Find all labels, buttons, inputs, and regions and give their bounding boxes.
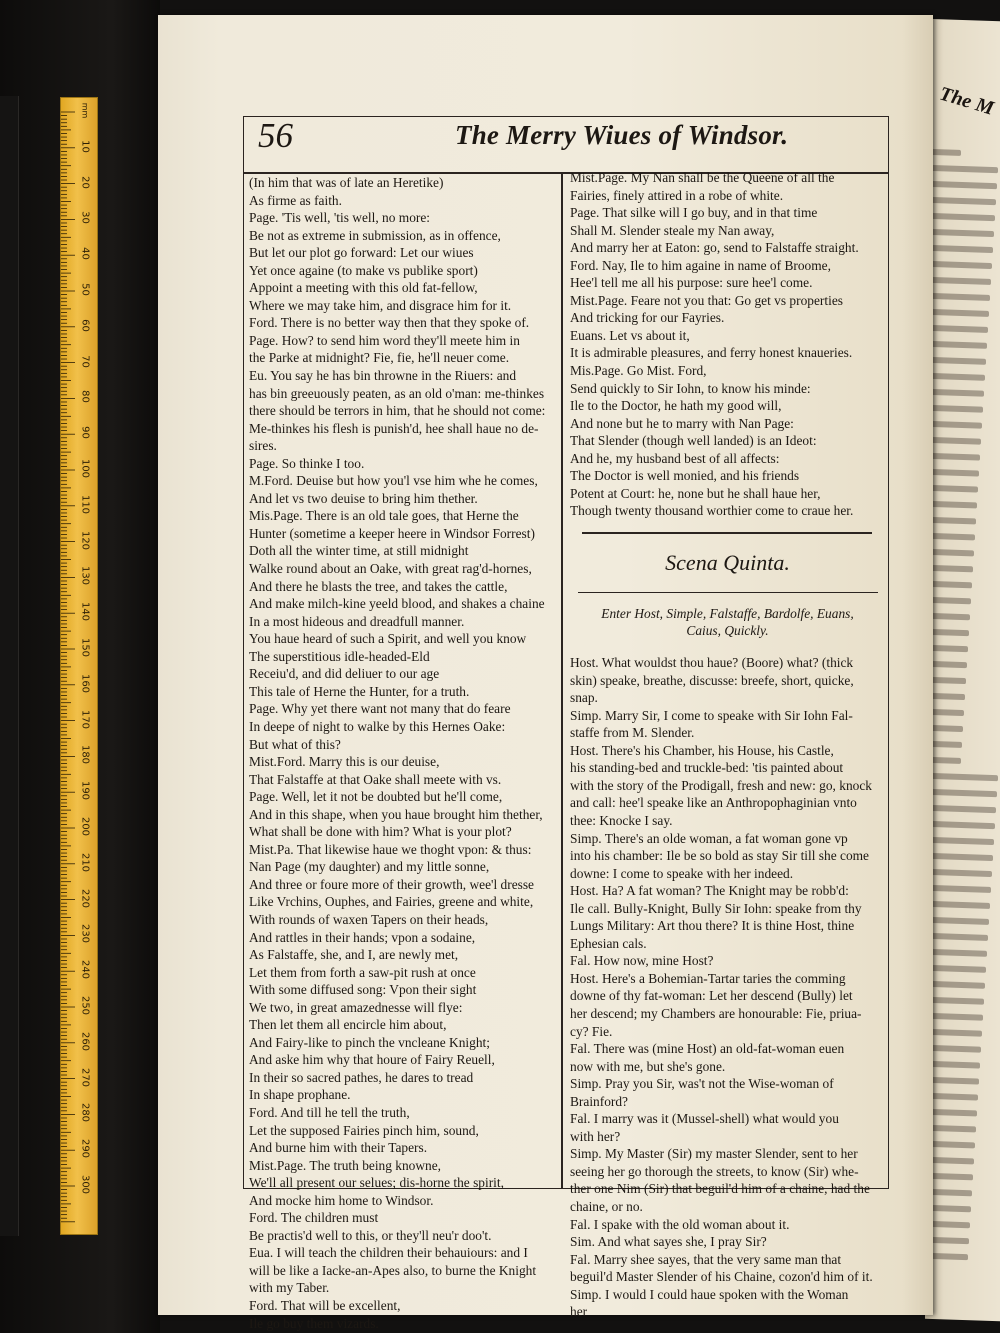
text-line: staffe from M. Slender. <box>570 725 695 741</box>
ruler-number: 20 <box>79 175 91 189</box>
text-line: Ford. Nay, Ile to him againe in name of Broome, <box>570 257 831 273</box>
text-line: And three or foure more of their growth, wee'l dresse <box>249 876 535 892</box>
bleed-through-line <box>931 293 990 301</box>
text-line: Lungs Military: Art thou there? It is thine Host, thine <box>570 918 855 934</box>
text-line: Page. So thinke I too. <box>249 455 365 471</box>
text-line: Send quickly to Sir Iohn, to know his minde: <box>570 380 811 396</box>
text-line: will be like a Iacke-an-Apes also, to burne the Knight <box>249 1262 537 1278</box>
ruler-number: 300 <box>79 1174 91 1195</box>
text-line: And there he blasts the tree, and takes the cattle, <box>249 578 508 594</box>
ruler-number: 100 <box>79 458 91 479</box>
text-line: Receiu'd, and did deliuer to our age <box>249 666 440 682</box>
bleed-through-line <box>931 741 962 748</box>
text-line: Mis.Page. Go Mist. Ford, <box>570 363 707 379</box>
bleed-through-line <box>931 645 968 652</box>
text-line: And rattles in their hands; vpon a sodaine, <box>249 929 476 945</box>
text-line: chaine, or no. <box>570 1198 643 1214</box>
text-line: with the story of the Prodigall, fresh and new: go, knock <box>570 777 872 793</box>
right-column-lower-text <box>570 654 885 1321</box>
ruler-number: 110 <box>79 494 91 514</box>
stage-direction <box>570 605 885 640</box>
ruler-number: 200 <box>79 816 91 837</box>
bleed-through-line <box>931 229 994 237</box>
text-line: Ile call. Bully-Knight, Bully Sir Iohn: speake from thy <box>570 900 862 916</box>
text-line: And aske him why that houre of Fairy Reuell, <box>249 1052 495 1068</box>
right-text-column <box>570 169 885 1321</box>
ruler-unit-label: mm <box>80 102 90 119</box>
bleed-through-line <box>931 517 976 525</box>
text-line: Simp. Pray you Sir, was't not the Wise-woman of <box>570 1076 834 1092</box>
bleed-through-line <box>931 1173 973 1180</box>
bleed-through-line <box>931 725 963 732</box>
text-line: In their so sacred pathes, he dares to tread <box>249 1069 474 1085</box>
text-line: And none but he to marry with Nan Page: <box>570 415 794 431</box>
bleed-through-line <box>931 1205 971 1212</box>
ruler-number: 30 <box>79 211 91 225</box>
ruler-number: 130 <box>79 566 91 586</box>
text-line: skin) speake, breathe, discusse: breefe, short, quicke, <box>570 672 854 688</box>
text-line: Mist.Pa. That likewise haue we thoght vpon: & thus: <box>249 841 532 857</box>
text-line: But what of this? <box>249 736 341 752</box>
text-line: In a most hideous and dreadfull manner. <box>249 613 465 629</box>
bleed-through-line <box>931 1125 976 1133</box>
text-line: the Parke at midnight? Fie, fie, he'll neuer come. <box>249 350 510 366</box>
bleed-through-line <box>931 965 986 973</box>
bleed-through-line <box>931 1141 975 1149</box>
text-line: Mist.Page. The truth being knowne, <box>249 1157 442 1173</box>
text-line: Ephesian cals. <box>570 935 647 951</box>
text-line: In deepe of night to walke by this Hernes Oake: <box>249 718 506 734</box>
text-line: Ford. And till he tell the truth, <box>249 1104 410 1120</box>
bleed-through-line <box>931 693 965 700</box>
ruler-number: 270 <box>79 1067 91 1087</box>
text-line: Host. Here's a Bohemian-Tartar taries the comming <box>570 970 846 986</box>
ruler-number: 120 <box>79 530 91 550</box>
bleed-through-line <box>931 309 989 317</box>
text-line: We two, in great amazednesse will flye: <box>249 999 463 1015</box>
text-line: Page. That silke will I go buy, and in that time <box>570 205 818 221</box>
text-line: Fal. I marry was it (Mussel-shell) what would you <box>570 1111 839 1127</box>
bleed-through-line <box>931 773 998 781</box>
text-line: thee: Knocke I say. <box>570 812 673 828</box>
text-line: Nan Page (my daughter) and my little sonne, <box>249 859 490 875</box>
bleed-through-line <box>931 581 972 588</box>
text-line: And mocke him home to Windsor. <box>249 1192 434 1208</box>
scene-rule-top <box>582 532 872 534</box>
scene-rule-bottom <box>578 592 878 593</box>
text-line: Ile to the Doctor, he hath my good will, <box>570 398 782 414</box>
text-line: ther one Nim (Sir) that beguil'd him of a chaine, had the <box>570 1181 870 1197</box>
text-line: But let our plot go forward: Let our wiues <box>249 245 474 261</box>
text-line: What shall be done with him? What is your plot? <box>249 824 512 840</box>
bleed-through-line <box>931 1109 977 1117</box>
text-line: Hee'l tell me all his purpose: sure hee'l come. <box>570 275 813 291</box>
text-line: Potent at Court: he, none but he shall haue her, <box>570 485 821 501</box>
bleed-through-line <box>931 357 986 365</box>
text-line: Fal. I spake with the old woman about it. <box>570 1216 790 1232</box>
text-line: As Falstaffe, she, and I, are newly met, <box>249 947 459 963</box>
text-line: As firme as faith. <box>249 192 342 208</box>
text-line: now with me, but she's gone. <box>570 1058 726 1074</box>
bleed-through-line <box>931 149 961 156</box>
text-line: We'll all present our selues; dis-horne the spirit, <box>249 1175 504 1191</box>
bleed-through-line <box>931 869 992 877</box>
bleed-through-line <box>931 1045 981 1053</box>
bleed-through-line <box>931 165 998 173</box>
bleed-through-line <box>931 997 984 1005</box>
text-line: beguil'd Master Slender of his Chaine, cozon'd him of it. <box>570 1269 873 1285</box>
text-line: And let vs two deuise to bring him thether. <box>249 490 478 506</box>
bleed-through-line <box>931 1221 970 1228</box>
text-line: You haue heard of such a Spirit, and well you know <box>249 631 527 647</box>
running-title: The Merry Wiues of Windsor. <box>455 120 789 150</box>
bleed-through-line <box>931 373 985 381</box>
bleed-through-line <box>931 325 988 333</box>
text-line: Mist.Page. My Nan shall be the Queene of all the <box>570 170 835 185</box>
text-line: Host. There's his Chamber, his House, his Castle, <box>570 742 834 758</box>
text-line: And make milch-kine yeeld blood, and shakes a chaine <box>249 596 545 612</box>
bleed-through-line <box>931 245 993 253</box>
text-line: Walke round about an Oake, with great rag'd-hornes, <box>249 561 532 577</box>
text-line: And in this shape, when you haue brought him thether, <box>249 806 543 822</box>
text-line: Ford. There is no better way then that they spoke of. <box>249 315 530 331</box>
text-line: Fal. There was (mine Host) an old-fat-woman euen <box>570 1041 845 1057</box>
ruler-number: 10 <box>79 139 91 153</box>
bleed-through-line <box>931 485 978 493</box>
text-line: (In him that was of late an Heretike) <box>249 175 444 190</box>
bleed-through-line <box>931 821 995 829</box>
bleed-through-line <box>931 1013 983 1021</box>
bleed-through-line <box>931 261 992 269</box>
text-line: Host. What wouldst thou haue? (Boore) what? (thick <box>570 655 854 671</box>
text-line: Yet once againe (to make vs publike sport) <box>249 262 478 278</box>
text-line: In shape prophane. <box>249 1087 351 1103</box>
text-line: Let them from forth a saw-pit rush at once <box>249 964 476 980</box>
ruler-number: 40 <box>79 247 91 261</box>
ruler-number: 160 <box>79 673 91 693</box>
bleed-through-line <box>931 949 987 957</box>
ruler-number: 220 <box>79 888 91 908</box>
ruler-number: 250 <box>79 995 91 1016</box>
column-divider <box>561 174 563 1189</box>
bleed-through-line <box>931 565 973 572</box>
text-line: That Slender (though well landed) is an Ideot: <box>570 433 817 449</box>
bleed-through-line <box>931 453 980 461</box>
text-line: with my Taber. <box>249 1280 330 1296</box>
text-line: has bin greeuously peaten, as an old o'man: me-thinkes <box>249 385 545 401</box>
text-line: Page. How? to send him word they'll meete him in <box>249 332 520 348</box>
bleed-through-line <box>931 405 983 413</box>
text-line: Though twenty thousand worthier come to craue her. <box>570 503 854 519</box>
bleed-through-line <box>931 661 967 668</box>
text-line: Doth all the winter time, at still midnight <box>249 543 469 559</box>
bleed-through-line <box>931 901 990 909</box>
bleed-through-line <box>931 629 969 636</box>
scene-heading: Scena Quinta. <box>665 549 790 575</box>
text-line: Fal. Marry shee sayes, that the very same man that <box>570 1251 842 1267</box>
ruler-number: 60 <box>79 318 91 332</box>
bleed-through-line <box>931 1157 974 1165</box>
text-line: Ford. The children must <box>249 1210 379 1226</box>
text-line: Be not as extreme in submission, as in offence, <box>249 227 501 243</box>
text-line: downe of thy fat-woman: Let her descend (Bully) let <box>570 988 853 1004</box>
ruler-number: 140 <box>79 602 91 622</box>
text-line: Mist.Ford. Marry this is our deuise, <box>249 754 440 770</box>
text-line: her <box>570 1304 588 1320</box>
facing-page-edge <box>925 19 1000 1322</box>
text-line: Enter Host, Simple, Falstaffe, Bardolfe, Euans, <box>601 605 854 621</box>
text-line: And Fairy-like to pinch the vncleane Knight; <box>249 1034 490 1050</box>
bleed-through-line <box>931 933 988 941</box>
bleed-through-line <box>931 613 970 620</box>
bleed-through-line <box>931 1093 978 1101</box>
bleed-through-line <box>931 469 979 477</box>
text-line: there should be terrors in him, that he should not come: <box>249 403 546 419</box>
facing-page-header: The M <box>937 82 997 120</box>
bleed-through-line <box>931 1029 982 1037</box>
text-line: Page. Well, let it not be doubted but he'll come, <box>249 789 503 805</box>
bleed-through-line <box>931 805 996 813</box>
bleed-through-line <box>931 757 961 764</box>
ruler-number: 80 <box>79 390 91 404</box>
text-line: Eu. You say he has bin throwne in the Riuers: and <box>249 368 517 384</box>
bleed-through-line <box>931 501 977 509</box>
bleed-through-line <box>931 421 982 429</box>
ruler-number: 170 <box>79 709 91 729</box>
ruler-number: 190 <box>79 781 91 801</box>
facing-page-text-lines <box>925 19 1000 22</box>
text-line: It is admirable pleasures, and ferry honest knaueries. <box>570 345 853 361</box>
ruler-number: 260 <box>79 1031 91 1051</box>
bleed-through-line <box>931 789 997 797</box>
text-line: With some diffused song: Vpon their sight <box>249 982 477 998</box>
ruler-number: 210 <box>79 852 91 872</box>
text-line: Caius, Quickly. <box>686 623 769 639</box>
bleed-through-line <box>931 341 987 349</box>
text-line: sires. <box>249 438 277 454</box>
text-line: Mist.Page. Feare not you that: Go get vs properties <box>570 292 843 308</box>
page-number: 56 <box>258 116 293 155</box>
text-line: The Doctor is well monied, and his friends <box>570 468 800 484</box>
text-line: Be practis'd well to this, or they'll neu'r doo't. <box>249 1227 492 1243</box>
bleed-through-line <box>931 1253 968 1260</box>
bleed-through-line <box>931 437 981 445</box>
bleed-through-line <box>931 885 991 893</box>
bleed-through-line <box>931 181 997 189</box>
text-line: With rounds of waxen Tapers on their heads, <box>249 911 489 927</box>
text-line: Euans. Let vs about it, <box>570 327 690 343</box>
ruler-number: 70 <box>79 354 91 368</box>
bleed-through-line <box>931 917 989 925</box>
text-line: And marry her at Eaton: go, send to Falstaffe straight. <box>570 240 859 256</box>
ruler-number: 240 <box>79 960 91 980</box>
text-line: Eua. I will teach the children their behauiours: and I <box>249 1245 528 1261</box>
text-line: Like Vrchins, Ouphes, and Fairies, greene and white, <box>249 894 534 910</box>
text-line: cy? Fie. <box>570 1023 613 1039</box>
text-line: Appoint a meeting with this old fat-fellow, <box>249 280 478 296</box>
text-line: Ile go buy them vizards. <box>249 1315 379 1331</box>
left-text-column <box>249 174 554 1332</box>
bleed-through-line <box>931 1189 972 1196</box>
text-line: snap. <box>570 690 598 706</box>
text-line: and call: hee'l speake like an Anthropophaginian vnto <box>570 795 857 811</box>
text-line: Simp. I would I could haue spoken with the Woman <box>570 1286 849 1302</box>
text-line: The superstitious idle-headed-Eld <box>249 648 430 664</box>
text-line: her descend; my Chambers are honourable: Fie, priua- <box>570 1005 862 1021</box>
text-line: his standing-bed and truckle-bed: 'tis painted about <box>570 760 844 776</box>
binding-edge <box>0 96 19 1236</box>
bleed-through-line <box>931 549 974 557</box>
text-line: Hunter (sometime a keeper heere in Windsor Forrest) <box>249 525 535 541</box>
right-column-upper-text <box>570 169 885 520</box>
text-line: Fal. How now, mine Host? <box>570 953 714 969</box>
bleed-through-line <box>931 197 996 205</box>
text-line: Then let them all encircle him about, <box>249 1017 447 1033</box>
text-line: downe: I come to speake with her indeed. <box>570 865 794 881</box>
bleed-through-line <box>931 981 985 989</box>
text-line: seeing her go thorough the streets, to know (Sir) whe- <box>570 1163 859 1179</box>
text-line: Ford. That will be excellent, <box>249 1298 401 1313</box>
ruler-number: 50 <box>79 283 91 296</box>
bleed-through-line <box>931 1061 980 1069</box>
ruler-number: 90 <box>79 426 91 440</box>
ruler-number: 280 <box>79 1103 91 1123</box>
text-line: Mis.Page. There is an old tale goes, that Herne the <box>249 508 519 524</box>
ruler-number: 290 <box>79 1139 91 1159</box>
bleed-through-line <box>931 533 975 541</box>
bleed-through-line <box>931 213 995 221</box>
bleed-through-line <box>931 677 966 684</box>
text-line: Simp. My Master (Sir) my master Slender, sent to her <box>570 1146 858 1162</box>
text-line: M.Ford. Deuise but how you'l vse him whe he comes, <box>249 473 538 489</box>
text-line: Fairies, finely attired in a robe of white. <box>570 187 784 203</box>
text-line: Page. 'Tis well, 'tis well, no more: <box>249 210 431 226</box>
bleed-through-line <box>931 389 984 397</box>
ruler-number: 230 <box>79 924 91 944</box>
text-line: This tale of Herne the Hunter, for a truth. <box>249 683 470 699</box>
text-line: And burne him with their Tapers. <box>249 1140 428 1156</box>
bleed-through-line <box>931 277 991 285</box>
text-line: into his chamber: Ile be so bold as stay Sir till she come <box>570 848 870 864</box>
ruler-ticks <box>61 98 98 1235</box>
ruler-number: 150 <box>79 637 91 658</box>
measuring-ruler <box>60 97 98 1235</box>
bleed-through-line <box>931 597 971 604</box>
text-line: Where we may take him, and disgrace him for it. <box>249 297 512 313</box>
text-line: And he, my husband best of all affects: <box>570 450 780 466</box>
text-line: Me-thinkes his flesh is punish'd, hee shall haue no de- <box>249 420 539 436</box>
text-line: Sim. And what sayes she, I pray Sir? <box>570 1234 767 1250</box>
bleed-through-line <box>931 837 994 845</box>
text-line: Simp. There's an olde woman, a fat woman gone vp <box>570 830 848 846</box>
text-line: That Falstaffe at that Oake shall meete with vs. <box>249 771 502 787</box>
text-line: Brainford? <box>570 1093 629 1109</box>
text-line: Let the supposed Fairies pinch him, sound, <box>249 1122 479 1138</box>
bleed-through-line <box>931 1077 979 1085</box>
text-line: Simp. Marry Sir, I come to speake with Sir Iohn Fal- <box>570 707 853 723</box>
text-line: Page. Why yet there want not many that do feare <box>249 701 511 717</box>
text-line: with her? <box>570 1128 621 1144</box>
text-line: Host. Ha? A fat woman? The Knight may be robb'd: <box>570 883 849 899</box>
text-line: And tricking for our Fayries. <box>570 310 725 326</box>
bleed-through-line <box>931 1237 969 1244</box>
ruler-number: 180 <box>79 745 91 765</box>
text-line: Shall M. Slender steale my Nan away, <box>570 222 775 238</box>
bleed-through-line <box>931 709 964 716</box>
bleed-through-line <box>931 853 993 861</box>
